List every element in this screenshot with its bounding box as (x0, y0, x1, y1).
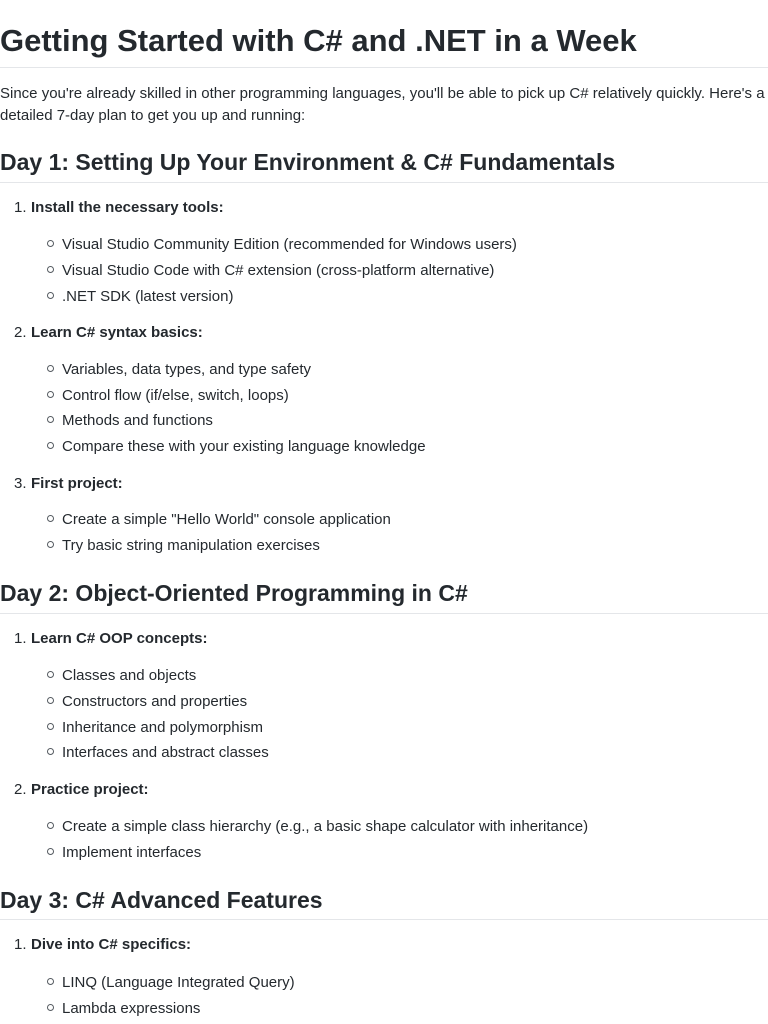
bullet-circle-icon (47, 748, 54, 755)
bullet-circle-icon (47, 391, 54, 398)
intro-paragraph: Since you're already skilled in other programming languages, you'll be able to pick up C# relatively quickly. Here's a detailed 7-day plan to get you up and running: (0, 85, 765, 124)
step-number: 3. (14, 475, 27, 492)
list-item: .NET SDK (latest version) (47, 287, 233, 307)
day2-divider (0, 613, 768, 614)
list-item: Methods and functions (47, 411, 213, 431)
day2-step-2 (14, 780, 149, 800)
day1-step-1 (14, 198, 224, 218)
bullet-circle-icon (47, 266, 54, 273)
bullet-circle-icon (47, 723, 54, 730)
list-item: Visual Studio Community Edition (recommended for Windows users) (47, 235, 517, 255)
list-item: Visual Studio Code with C# extension (cross-platform alternative) (47, 261, 494, 281)
list-item: Interfaces and abstract classes (47, 743, 269, 763)
list-item: Implement interfaces (47, 843, 201, 863)
list-item: Classes and objects (47, 666, 196, 686)
list-item: Lambda expressions (47, 999, 200, 1019)
bullet-circle-icon (47, 416, 54, 423)
bullet-circle-icon (47, 978, 54, 985)
day3-heading: Day 3: C# Advanced Features (0, 887, 323, 913)
page-title: Getting Started with C# and .NET in a Week (0, 23, 637, 58)
step-label: Install the necessary tools: (31, 199, 224, 216)
day3-divider (0, 919, 768, 920)
list-item: Constructors and properties (47, 692, 247, 712)
day2-heading: Day 2: Object-Oriented Programming in C# (0, 580, 468, 606)
bullet-circle-icon (47, 292, 54, 299)
list-item: Try basic string manipulation exercises (47, 536, 320, 556)
bullet-circle-icon (47, 1004, 54, 1011)
list-item: Compare these with your existing language knowledge (47, 437, 426, 457)
day3-step-1 (14, 935, 191, 955)
list-item: Create a simple class hierarchy (e.g., a basic shape calculator with inheritance) (47, 817, 588, 837)
bullet-circle-icon (47, 822, 54, 829)
day1-step-2 (14, 323, 203, 343)
list-item: Inheritance and polymorphism (47, 718, 263, 738)
step-label: Practice project: (31, 781, 149, 798)
step-label: First project: (31, 475, 123, 492)
bullet-circle-icon (47, 697, 54, 704)
list-item: LINQ (Language Integrated Query) (47, 973, 295, 993)
day1-step-3 (14, 474, 123, 494)
day1-divider (0, 182, 768, 183)
step-label: Dive into C# specifics: (31, 936, 192, 953)
step-number: 1. (14, 199, 27, 216)
step-number: 2. (14, 324, 27, 341)
step-number: 1. (14, 630, 27, 647)
bullet-circle-icon (47, 365, 54, 372)
title-divider (0, 67, 768, 68)
bullet-circle-icon (47, 442, 54, 449)
bullet-circle-icon (47, 848, 54, 855)
list-item: Variables, data types, and type safety (47, 360, 311, 380)
step-label: Learn C# OOP concepts: (31, 630, 208, 647)
list-item: Create a simple "Hello World" console application (47, 510, 391, 530)
day2-step-1 (14, 629, 207, 649)
bullet-circle-icon (47, 515, 54, 522)
list-item: Control flow (if/else, switch, loops) (47, 386, 289, 406)
bullet-circle-icon (47, 541, 54, 548)
day1-heading: Day 1: Setting Up Your Environment & C# Fundamentals (0, 149, 616, 175)
bullet-circle-icon (47, 240, 54, 247)
step-label: Learn C# syntax basics: (31, 324, 203, 341)
step-number: 1. (14, 936, 27, 953)
bullet-circle-icon (47, 671, 54, 678)
step-number: 2. (14, 781, 27, 798)
